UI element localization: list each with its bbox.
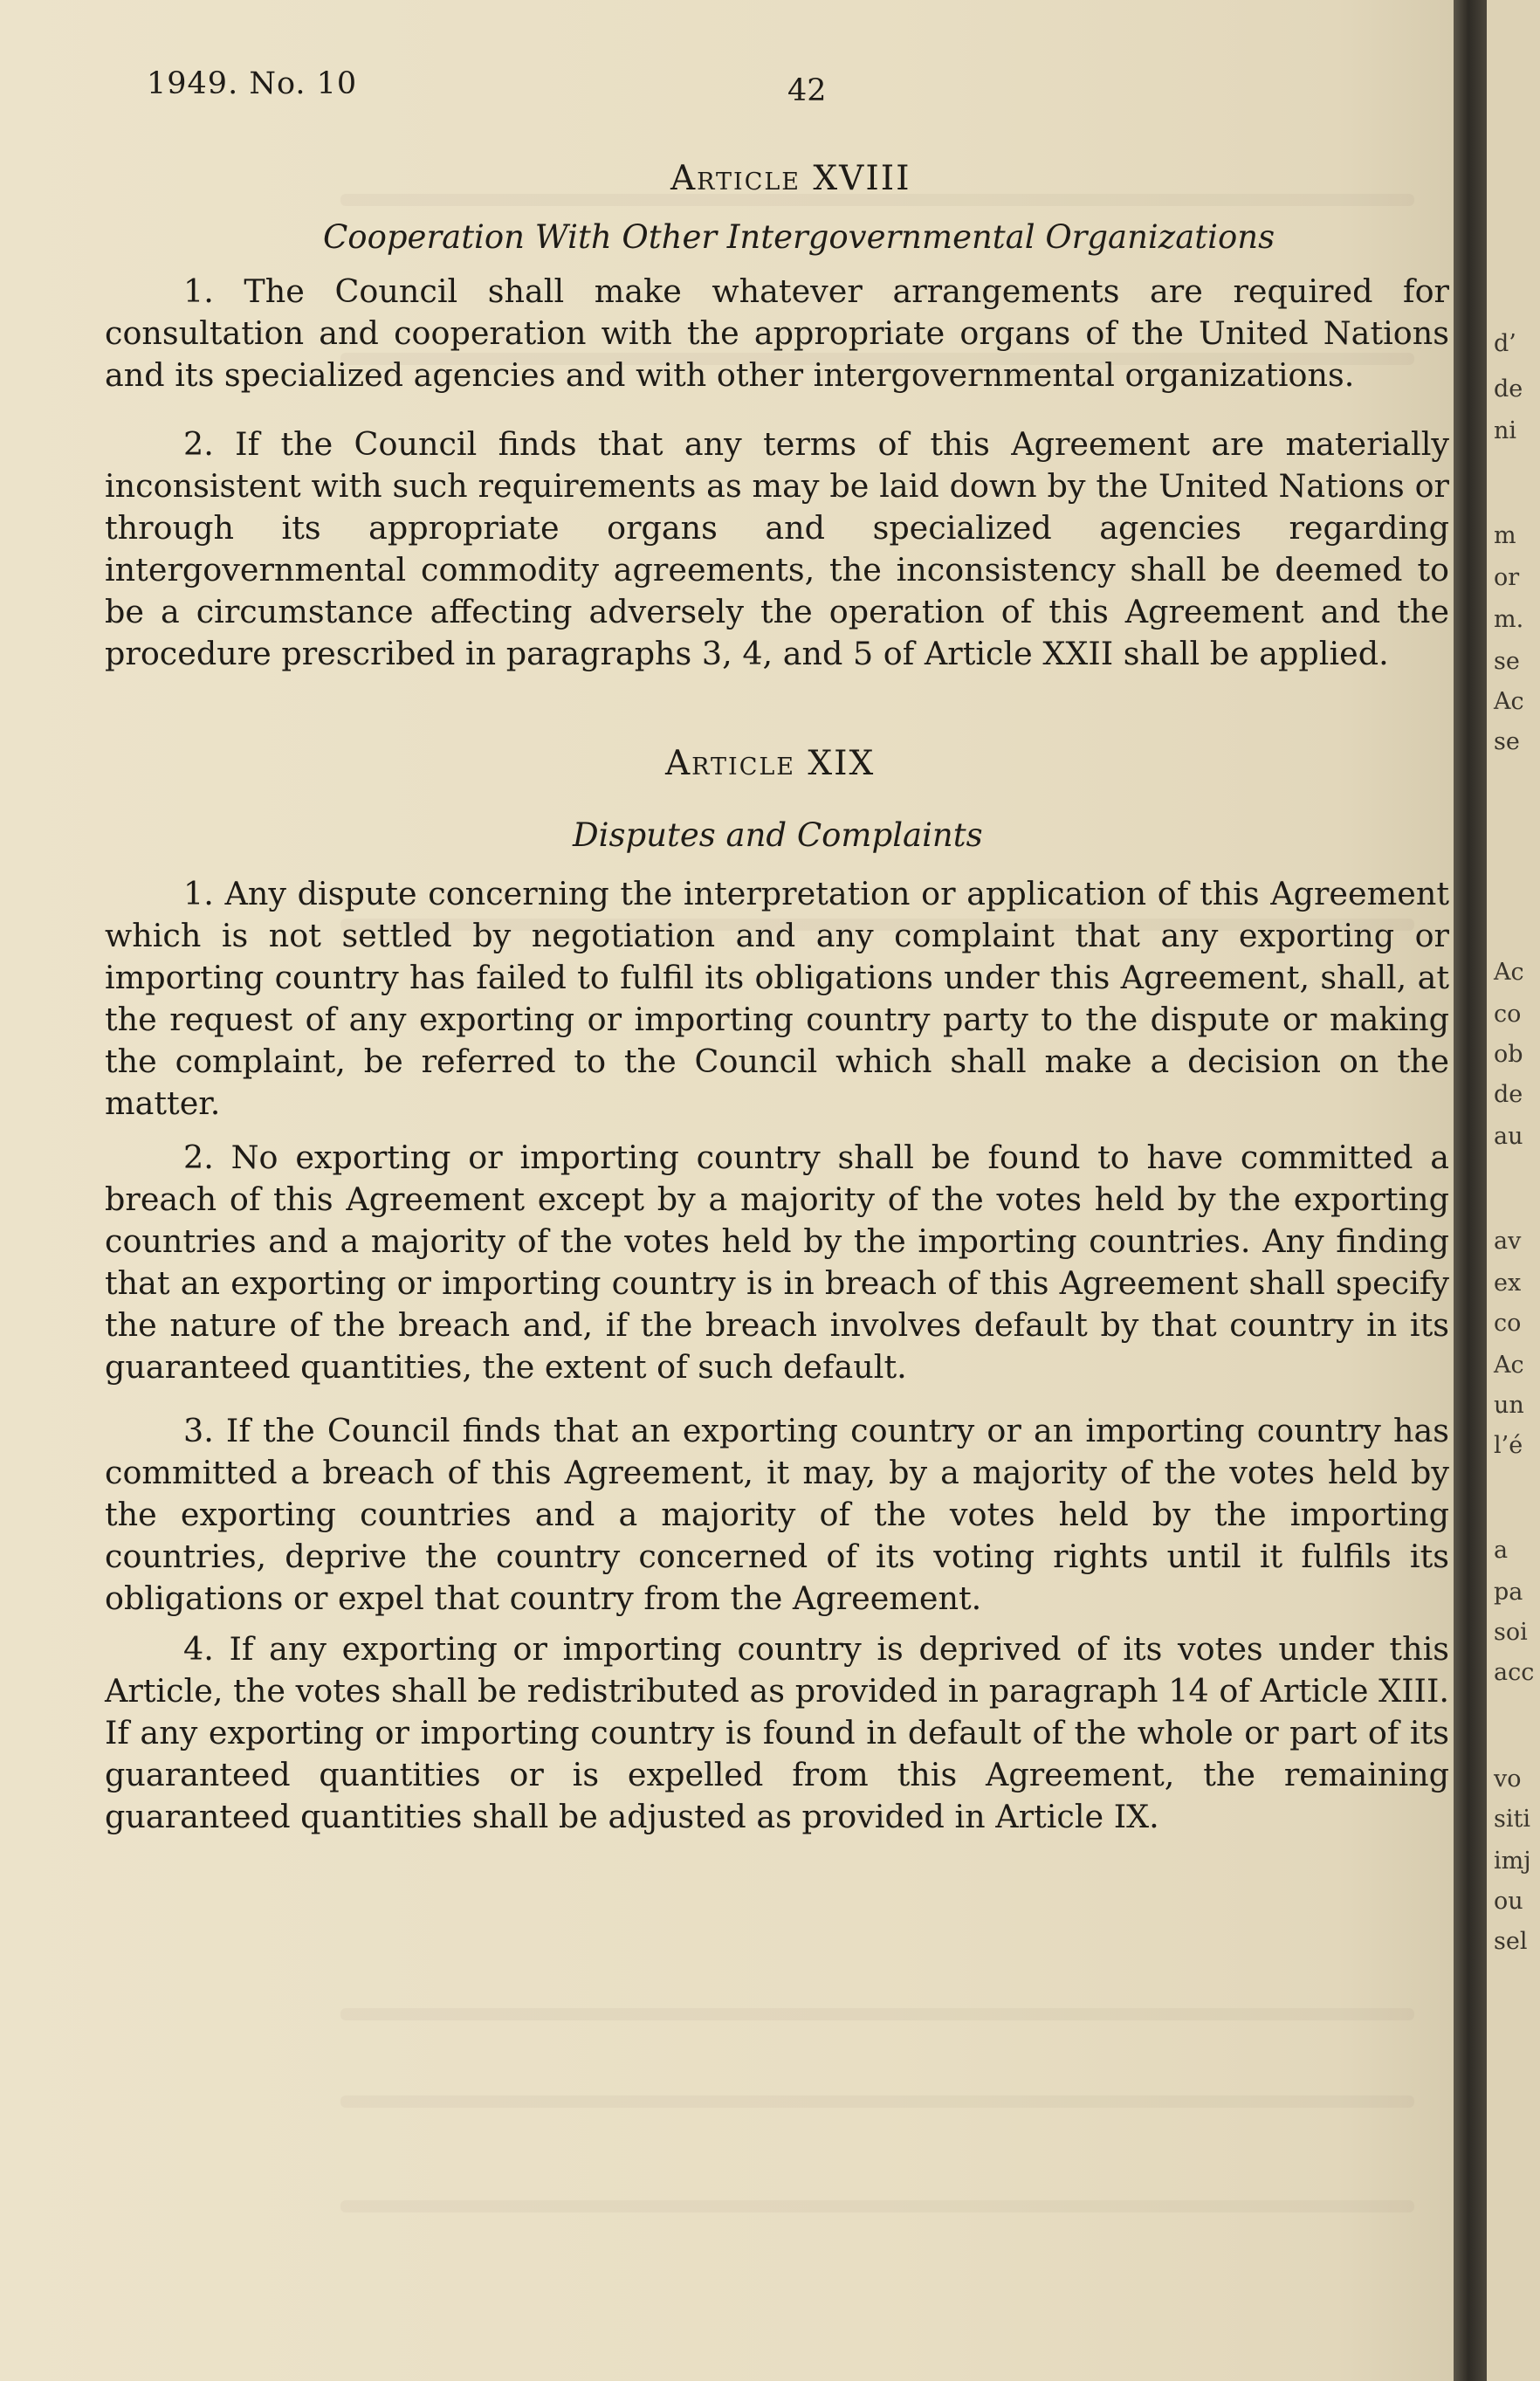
facing-page-fragment: un [1494, 1392, 1524, 1419]
paragraph: 1. Any dispute concerning the interpretation or application of this Agreement which is not settled by negotiation and any complaint that any exporting or importing country has failed to fulfil its obligations under this Agreement, shall, at the request of any exporting or importing country party to the dispute or making the complaint, be referred to the Council which shall make a decision on the matter. [105, 875, 1449, 1122]
facing-page-fragment: av [1494, 1228, 1522, 1255]
facing-page-fragment: m [1494, 522, 1516, 549]
facing-page-fragment: se [1494, 648, 1520, 675]
facing-page-fragment: m. [1494, 606, 1524, 633]
facing-page-fragment: co [1494, 1001, 1522, 1028]
running-header-year-number: 1949. No. 10 [147, 66, 358, 101]
facing-page-fragment: pa [1494, 1579, 1523, 1606]
facing-page-fragment: ex [1494, 1270, 1522, 1297]
facing-page-fragment: Ac [1494, 959, 1524, 986]
facing-page-fragment: co [1494, 1310, 1522, 1337]
facing-page-fragment: siti [1494, 1806, 1530, 1833]
bleed-through-line [340, 2200, 1414, 2212]
paragraph: 1. The Council shall make whatever arrangements are required for consultation and cooperation with the appropriate organs of the United Nations and its specialized agencies and with other intergovernmental organizations. [105, 272, 1449, 394]
facing-page-fragment: ob [1494, 1041, 1523, 1068]
facing-page-fragment: soi [1494, 1619, 1528, 1646]
bleed-through-line [340, 2008, 1414, 2020]
article-heading: Article XVIII [670, 159, 911, 198]
facing-page-fragment: Ac [1494, 1352, 1524, 1379]
page-number: 42 [787, 73, 827, 108]
facing-page-fragment: vo [1494, 1765, 1522, 1793]
book-gutter [1454, 0, 1487, 2381]
article-subtitle: Cooperation With Other Intergovernmental Organizations [323, 218, 1275, 256]
facing-page-fragment: a [1494, 1537, 1509, 1564]
facing-page-fragment: au [1494, 1123, 1523, 1150]
facing-page-fragment: acc [1494, 1659, 1535, 1686]
article-subtitle: Disputes and Complaints [573, 816, 983, 854]
bleed-through-line [340, 2095, 1414, 2108]
facing-page-fragment: Ac [1494, 688, 1524, 715]
facing-page-fragment: imj [1494, 1848, 1531, 1875]
facing-page-fragment: or [1494, 564, 1520, 591]
facing-page-fragment: ou [1494, 1888, 1523, 1915]
paragraph: 4. If any exporting or importing country is deprived of its votes under this Article, the votes shall be redistributed as provided in paragraph 14 of Article XIII. If any exporting or importing country is found in default of the whole or part of its guaranteed quantities or is expelled from this Agreement, the remaining guaranteed quantities shall be adjusted as provided in Article IX. [105, 1630, 1449, 1835]
facing-page-edge [1487, 0, 1540, 2381]
paragraph: 2. If the Council finds that any terms of this Agreement are materially inconsistent with such requirements as may be laid down by the United Nations or through its appropriate organs and specialized agencies regarding intergovernmental commodity agreements, the inconsistency shall be deemed to be a circumstance affecting adversely the operation of this Agreement and the procedure prescribed in paragraphs 3, 4, and 5 of Article XXII shall be applied. [105, 425, 1449, 672]
paragraph: 3. If the Council finds that an exporting country or an importing country has committed a breach of this Agreement, it may, by a majority of the votes held by the exporting countries and a majority of the votes held by the importing countries, deprive the country concerned of its voting rights until it fulfils its obligations or expel that country from the Agreement. [105, 1412, 1449, 1617]
facing-page-fragment: se [1494, 728, 1520, 755]
facing-page-fragment: ni [1494, 417, 1517, 444]
facing-page-fragment: de [1494, 375, 1523, 403]
paragraph: 2. No exporting or importing country shall be found to have committed a breach of this Agreement except by a majority of the votes held by the exporting countries and a majority of the votes held by the importing countries. Any finding that an exporting or importing country is in breach of this Agreement shall specify the nature of the breach and, if the breach involves default by that country in its guaranteed quantities, the extent of such default. [105, 1139, 1449, 1386]
article-heading: Article XIX [665, 744, 876, 783]
facing-page-fragment: l’é [1494, 1432, 1523, 1459]
facing-page-fragment: d’ [1494, 330, 1516, 357]
facing-page-fragment: sel [1494, 1928, 1528, 1955]
facing-page-fragment: de [1494, 1081, 1523, 1108]
